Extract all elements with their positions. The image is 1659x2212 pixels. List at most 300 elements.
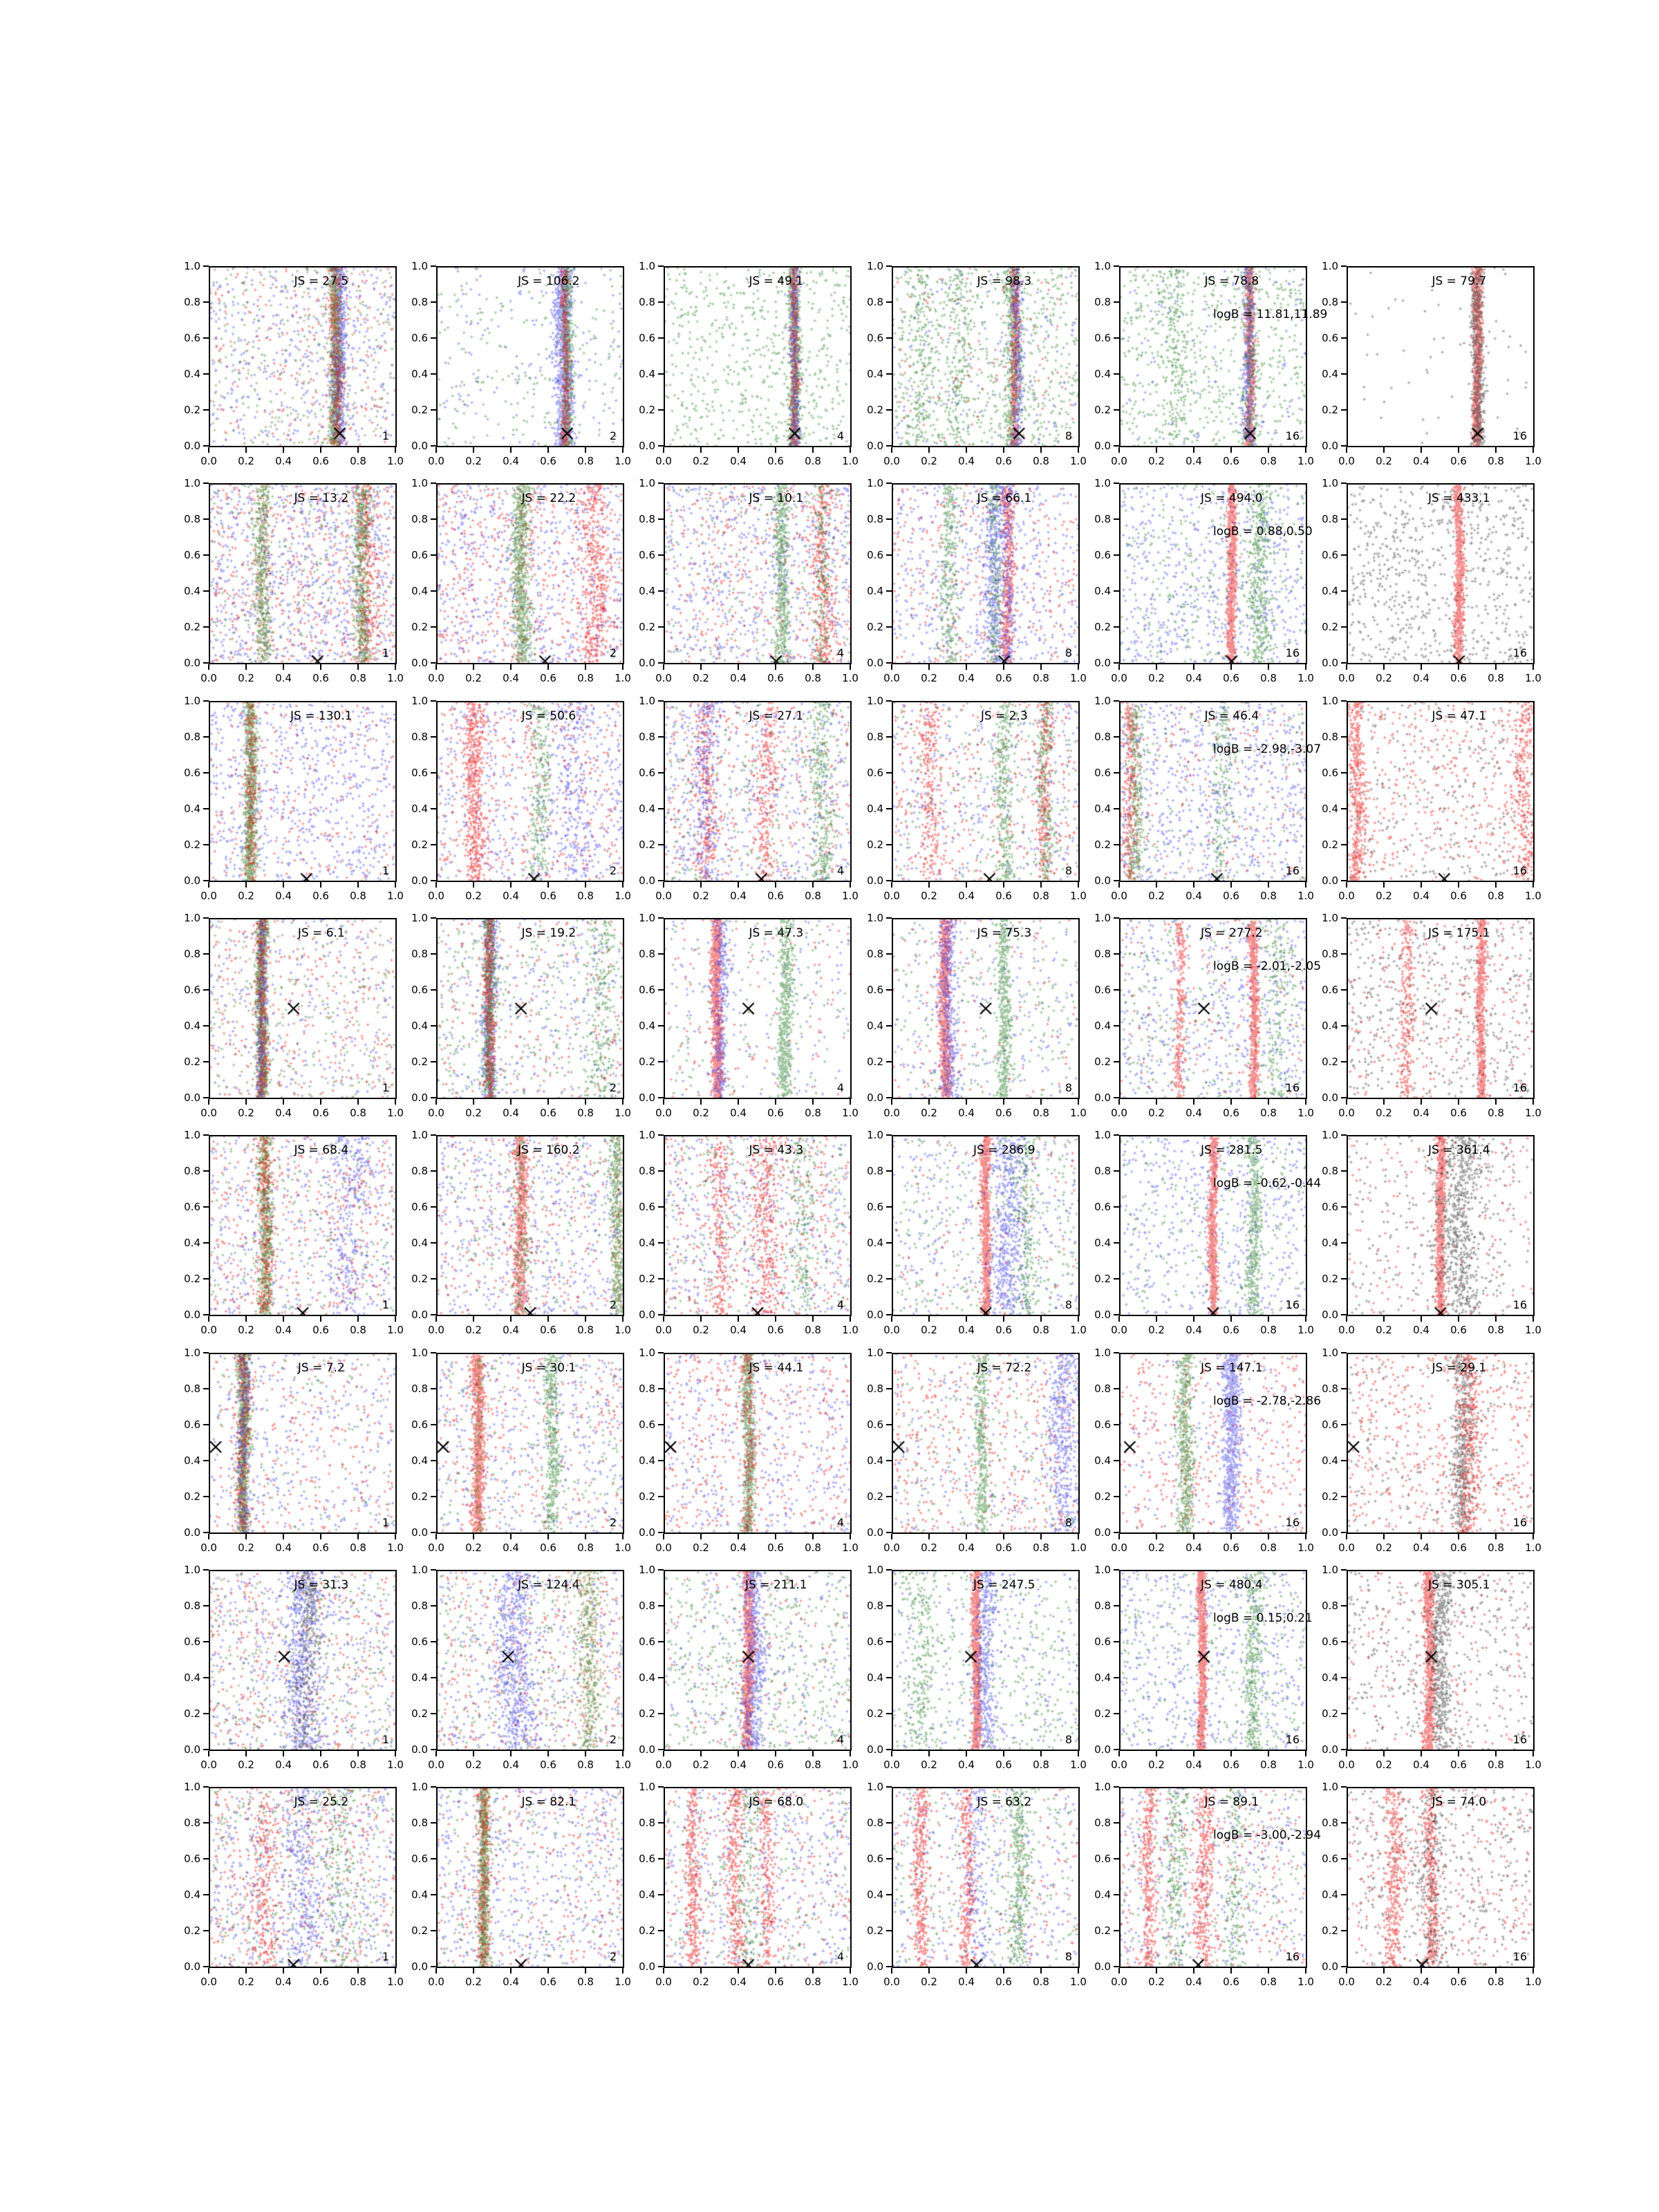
- x-axis-tick: [1383, 447, 1385, 453]
- y-axis-tick: [658, 1532, 664, 1533]
- js-divergence-annotation: JS = 211.1: [745, 1578, 807, 1592]
- y-axis-tick-label: 1.0: [1094, 260, 1111, 272]
- x-axis-tick-label: 1.0: [1070, 1976, 1087, 1988]
- y-axis-tick: [1114, 1460, 1119, 1461]
- y-axis-tick: [1341, 1822, 1347, 1824]
- scatter-points-canvas: [1348, 1788, 1533, 1967]
- y-axis-tick-label: 0.4: [867, 1454, 883, 1467]
- y-axis-tick-label: 0.2: [1322, 404, 1338, 416]
- x-axis-tick: [663, 1751, 664, 1756]
- y-axis-tick-label: 0.0: [639, 1743, 655, 1756]
- y-axis-tick-label: 0.6: [639, 984, 655, 996]
- x-axis-tick-label: 0.4: [958, 672, 975, 684]
- x-axis-tick-label: 0.4: [503, 1759, 519, 1771]
- x-axis-tick: [320, 1968, 321, 1974]
- y-axis-tick: [1341, 880, 1347, 881]
- x-axis-tick-label: 0.8: [350, 890, 366, 902]
- y-axis-tick: [431, 736, 436, 738]
- x-axis-tick-label: 0.4: [1185, 1107, 1202, 1119]
- y-axis-tick: [658, 736, 664, 738]
- y-axis-tick: [886, 917, 892, 919]
- y-axis-tick: [1341, 482, 1347, 484]
- x-axis-tick: [1346, 447, 1347, 453]
- x-axis-tick-label: 1.0: [842, 1541, 859, 1554]
- y-axis-tick: [886, 590, 892, 592]
- panel-count-label: 1: [382, 1081, 389, 1094]
- logb-annotation: logB = -2.01,-2.05: [1213, 959, 1322, 973]
- js-divergence-annotation: JS = 13.2: [294, 491, 349, 505]
- x-axis-tick: [850, 1534, 851, 1539]
- x-axis-tick-label: 0.2: [693, 890, 709, 902]
- y-axis-tick: [431, 1786, 436, 1788]
- x-axis-tick: [357, 447, 359, 453]
- y-axis-tick: [1114, 626, 1119, 628]
- y-axis-tick: [1114, 1858, 1119, 1859]
- x-axis-tick: [473, 447, 474, 453]
- x-axis-tick-label: 0.2: [693, 455, 709, 467]
- x-axis-tick: [1193, 1316, 1194, 1322]
- x-axis-tick-label: 0.2: [1376, 672, 1392, 684]
- y-axis-tick: [431, 1605, 436, 1606]
- scatter-points-canvas: [210, 1571, 395, 1750]
- panel-count-label: 1: [382, 646, 389, 659]
- y-axis-tick: [658, 917, 664, 919]
- y-axis-tick: [1114, 1677, 1119, 1678]
- y-axis-tick-label: 0.4: [639, 1237, 655, 1249]
- y-axis-tick: [203, 409, 209, 411]
- y-axis-tick-label: 0.0: [184, 874, 200, 887]
- y-axis-tick-label: 0.4: [867, 585, 883, 597]
- y-axis-tick-label: 0.2: [1094, 1707, 1111, 1720]
- scatter-panel-r5c2: [436, 1135, 624, 1316]
- x-axis-tick-label: 0.4: [275, 890, 292, 902]
- y-axis-tick: [1341, 554, 1347, 556]
- scatter-points-canvas: [1348, 702, 1533, 881]
- x-axis-tick-label: 0.4: [730, 1107, 747, 1119]
- y-axis-tick: [1114, 1966, 1119, 1967]
- y-axis-tick-label: 0.6: [639, 1635, 655, 1648]
- x-axis-tick-label: 0.0: [428, 1541, 444, 1554]
- y-axis-tick: [886, 1641, 892, 1642]
- x-axis-tick-label: 0.0: [428, 1107, 444, 1119]
- js-divergence-annotation: JS = 75.3: [977, 926, 1032, 940]
- panel-count-label: 1: [382, 429, 389, 442]
- y-axis-tick: [1341, 337, 1347, 339]
- x-axis-tick-label: 0.6: [1450, 1759, 1467, 1771]
- y-axis-tick-label: 0.0: [639, 874, 655, 887]
- x-axis-tick-label: 0.2: [465, 455, 482, 467]
- y-axis-tick: [203, 445, 209, 447]
- y-axis-tick: [1114, 301, 1119, 303]
- scatter-points-canvas: [438, 485, 623, 663]
- y-axis-tick-label: 0.6: [184, 1635, 200, 1648]
- x-axis-tick: [1230, 664, 1232, 670]
- x-axis-tick: [1421, 664, 1422, 670]
- y-axis-tick-label: 0.8: [184, 1165, 200, 1177]
- scatter-points-canvas: [665, 268, 850, 446]
- y-axis-tick: [1114, 590, 1119, 592]
- y-axis-tick: [203, 1749, 209, 1750]
- x-axis-tick: [1533, 1751, 1534, 1756]
- x-axis-tick: [208, 1534, 209, 1539]
- x-axis-tick-label: 1.0: [615, 1324, 631, 1336]
- y-axis-tick: [658, 1206, 664, 1208]
- x-axis-tick-label: 0.8: [350, 455, 366, 467]
- scatter-panel-r7c5: [1119, 1570, 1313, 1751]
- y-axis-tick-label: 0.4: [639, 368, 655, 380]
- x-axis-tick-label: 0.4: [958, 1541, 975, 1554]
- y-axis-tick-label: 1.0: [1094, 1347, 1111, 1359]
- x-axis-tick: [928, 1968, 930, 1974]
- x-axis-tick: [1458, 1751, 1459, 1756]
- y-axis-tick-label: 0.8: [411, 1165, 428, 1177]
- x-axis-tick: [1383, 1534, 1385, 1539]
- x-axis-tick-label: 1.0: [1070, 1759, 1087, 1771]
- y-axis-tick: [886, 1532, 892, 1533]
- x-axis-tick-label: 1.0: [615, 1107, 631, 1119]
- x-axis-tick-label: 0.2: [1148, 455, 1165, 467]
- x-axis-tick-label: 0.2: [693, 1107, 709, 1119]
- x-axis-tick: [775, 1099, 776, 1105]
- x-axis-tick-label: 1.0: [387, 1759, 404, 1771]
- panel-count-label: 1: [382, 1950, 389, 1963]
- y-axis-tick: [1114, 1641, 1119, 1642]
- x-axis-tick: [1458, 1099, 1459, 1105]
- x-axis-tick-label: 1.0: [1297, 1107, 1314, 1119]
- x-axis-tick: [738, 1316, 739, 1322]
- x-axis-tick-label: 0.2: [1376, 1759, 1392, 1771]
- y-axis-tick: [1114, 1569, 1119, 1571]
- y-axis-tick-label: 0.4: [1094, 1237, 1111, 1249]
- y-axis-tick-label: 0.4: [411, 1020, 428, 1032]
- y-axis-tick: [886, 1314, 892, 1315]
- x-axis-tick-label: 0.0: [1338, 672, 1355, 684]
- y-axis-tick-label: 0.0: [867, 1743, 883, 1756]
- y-axis-tick-label: 0.4: [411, 1237, 428, 1249]
- y-axis-tick: [658, 1822, 664, 1824]
- y-axis-tick-label: 0.8: [867, 1165, 883, 1177]
- y-axis-tick: [658, 1352, 664, 1353]
- y-axis-tick: [1114, 1206, 1119, 1208]
- y-axis-tick: [658, 1569, 664, 1571]
- scatter-panel-r5c1: [209, 1135, 397, 1316]
- x-axis-tick: [1193, 1534, 1194, 1539]
- y-axis-tick: [203, 1206, 209, 1208]
- x-axis-tick-label: 0.6: [767, 1976, 784, 1988]
- x-axis-tick: [663, 1968, 664, 1974]
- x-axis-tick: [1346, 1968, 1347, 1974]
- x-axis-tick: [435, 1751, 437, 1756]
- x-axis-tick: [850, 1316, 851, 1322]
- y-axis-tick: [1341, 1641, 1347, 1642]
- x-axis-tick: [738, 447, 739, 453]
- y-axis-tick-label: 0.6: [639, 1418, 655, 1431]
- y-axis-tick-label: 0.0: [867, 657, 883, 669]
- x-axis-tick: [622, 1751, 624, 1756]
- y-axis-tick: [1114, 917, 1119, 919]
- panel-count-label: 8: [1065, 1733, 1072, 1746]
- y-axis-tick: [886, 1858, 892, 1859]
- x-axis-tick: [1040, 1099, 1042, 1105]
- y-axis-tick-label: 1.0: [411, 912, 428, 924]
- y-axis-tick-label: 1.0: [1094, 695, 1111, 707]
- y-axis-tick-label: 0.0: [1094, 1743, 1111, 1756]
- y-axis-tick-label: 0.2: [639, 404, 655, 416]
- x-axis-tick: [850, 1751, 851, 1756]
- x-axis-tick-label: 0.4: [730, 1976, 747, 1988]
- y-axis-tick-label: 0.4: [1094, 1020, 1111, 1032]
- logb-annotation: logB = 0.15,0.21: [1213, 1611, 1313, 1625]
- x-axis-tick: [1305, 1534, 1306, 1539]
- y-axis-tick: [658, 626, 664, 628]
- x-axis-tick-label: 0.2: [238, 1759, 254, 1771]
- js-divergence-annotation: JS = 47.3: [749, 926, 804, 940]
- y-axis-tick-label: 0.2: [1322, 621, 1338, 633]
- y-axis-tick-label: 0.0: [867, 874, 883, 887]
- y-axis-tick-label: 0.6: [1094, 332, 1111, 344]
- y-axis-tick: [203, 1278, 209, 1280]
- x-axis-tick: [966, 1968, 967, 1974]
- x-axis-tick-label: 0.8: [577, 1541, 594, 1554]
- x-axis-tick-label: 0.0: [1111, 1324, 1127, 1336]
- x-axis-tick: [1268, 447, 1269, 453]
- y-axis-tick: [658, 1605, 664, 1606]
- js-divergence-annotation: JS = 30.1: [521, 1361, 577, 1375]
- js-divergence-annotation: JS = 10.1: [749, 491, 804, 505]
- x-axis-tick: [1268, 664, 1269, 670]
- panel-count-label: 2: [609, 1950, 617, 1963]
- x-axis-tick: [208, 1751, 209, 1756]
- y-axis-tick-label: 0.4: [1322, 803, 1338, 815]
- x-axis-tick-label: 0.4: [730, 1324, 747, 1336]
- y-axis-tick-label: 0.4: [411, 585, 428, 597]
- y-axis-tick-label: 0.0: [1094, 1526, 1111, 1539]
- x-axis-tick: [320, 1316, 321, 1322]
- y-axis-tick: [658, 590, 664, 592]
- y-axis-tick-label: 0.4: [411, 1671, 428, 1684]
- x-axis-tick-label: 1.0: [1525, 890, 1541, 902]
- x-axis-tick: [622, 1316, 624, 1322]
- x-axis-tick-label: 0.2: [921, 455, 937, 467]
- y-axis-tick: [1341, 1134, 1347, 1136]
- y-axis-tick-label: 0.4: [184, 1020, 200, 1032]
- y-axis-tick-label: 0.8: [1322, 1600, 1338, 1612]
- y-axis-tick-label: 0.2: [184, 1273, 200, 1285]
- y-axis-tick: [203, 1894, 209, 1895]
- x-axis-tick: [1078, 1751, 1079, 1756]
- x-axis-tick-label: 0.4: [1413, 890, 1430, 902]
- y-axis-tick-label: 0.0: [639, 657, 655, 669]
- y-axis-tick-label: 0.0: [639, 1960, 655, 1973]
- x-axis-tick-label: 0.2: [465, 1107, 482, 1119]
- x-axis-tick-label: 0.2: [921, 1324, 937, 1336]
- y-axis-tick: [1341, 626, 1347, 628]
- x-axis-tick: [622, 1534, 624, 1539]
- y-axis-tick: [658, 844, 664, 845]
- scatter-points-canvas: [438, 268, 623, 446]
- y-axis-tick-label: 0.4: [1094, 1671, 1111, 1684]
- x-axis-tick: [663, 1099, 664, 1105]
- y-axis-tick-label: 0.2: [184, 838, 200, 851]
- y-axis-tick: [431, 1025, 436, 1027]
- panel-count-label: 4: [836, 1081, 844, 1094]
- x-axis-tick-label: 1.0: [842, 1324, 859, 1336]
- y-axis-tick-label: 0.0: [184, 1091, 200, 1104]
- scatter-points-canvas: [210, 1354, 395, 1533]
- x-axis-tick: [547, 1099, 549, 1105]
- x-axis-tick-label: 1.0: [1070, 890, 1087, 902]
- x-axis-tick: [1421, 1751, 1422, 1756]
- y-axis-tick: [886, 662, 892, 664]
- x-axis-tick-label: 1.0: [842, 1976, 859, 1988]
- x-axis-tick-label: 0.8: [1033, 455, 1049, 467]
- y-axis-tick: [431, 989, 436, 991]
- x-axis-tick: [245, 447, 247, 453]
- x-axis-tick: [1458, 664, 1459, 670]
- x-axis-tick: [1078, 664, 1079, 670]
- scatter-points-canvas: [893, 268, 1078, 446]
- x-axis-tick-label: 0.8: [1033, 1107, 1049, 1119]
- scatter-points-canvas: [1348, 1354, 1533, 1533]
- x-axis-tick-label: 0.0: [1338, 1324, 1355, 1336]
- js-divergence-annotation: JS = 27.5: [294, 274, 349, 288]
- y-axis-tick-label: 0.2: [1094, 621, 1111, 633]
- y-axis-tick: [886, 1749, 892, 1750]
- x-axis-tick-label: 0.0: [200, 1759, 217, 1771]
- x-axis-tick: [245, 1099, 247, 1105]
- y-axis-tick: [1341, 1677, 1347, 1678]
- scatter-points-canvas: [893, 919, 1078, 1098]
- y-axis-tick-label: 0.2: [1094, 404, 1111, 416]
- y-axis-tick: [658, 1966, 664, 1967]
- y-axis-tick-label: 0.4: [1322, 1020, 1338, 1032]
- y-axis-tick: [658, 989, 664, 991]
- x-axis-tick: [357, 1099, 359, 1105]
- x-axis-tick: [473, 1099, 474, 1105]
- x-axis-tick: [1383, 1316, 1385, 1322]
- y-axis-tick-label: 0.8: [1322, 948, 1338, 960]
- scatter-panel-r3c2: [436, 701, 624, 882]
- y-axis-tick-label: 0.6: [867, 767, 883, 779]
- x-axis-tick-label: 1.0: [387, 890, 404, 902]
- x-axis-tick: [700, 1751, 702, 1756]
- y-axis-tick-label: 0.2: [184, 621, 200, 633]
- x-axis-tick-label: 0.0: [428, 455, 444, 467]
- y-axis-tick-label: 0.2: [867, 404, 883, 416]
- x-axis-tick-label: 0.8: [1488, 1759, 1504, 1771]
- y-axis-tick: [203, 337, 209, 339]
- y-axis-tick-label: 0.0: [411, 1091, 428, 1104]
- x-axis-tick: [622, 664, 624, 670]
- x-axis-tick-label: 0.4: [1413, 1107, 1430, 1119]
- x-axis-tick: [1533, 447, 1534, 453]
- y-axis-tick-label: 0.0: [639, 440, 655, 452]
- scatter-panel-r8c2: [436, 1787, 624, 1968]
- x-axis-tick-label: 0.6: [767, 672, 784, 684]
- y-axis-tick-label: 0.2: [639, 1490, 655, 1503]
- x-axis-tick: [585, 882, 586, 888]
- x-axis-tick-label: 0.6: [1450, 1324, 1467, 1336]
- js-divergence-annotation: JS = 43.3: [749, 1143, 804, 1157]
- scatter-points-canvas: [1348, 1571, 1533, 1750]
- x-axis-tick: [473, 1316, 474, 1322]
- y-axis-tick-label: 0.8: [639, 296, 655, 308]
- y-axis-tick-label: 0.6: [411, 332, 428, 344]
- y-axis-tick-label: 0.4: [867, 1237, 883, 1249]
- y-axis-tick: [1114, 409, 1119, 411]
- x-axis-tick-label: 0.8: [1260, 672, 1277, 684]
- x-axis-tick-label: 0.6: [1223, 890, 1239, 902]
- y-axis-tick-label: 0.2: [411, 621, 428, 633]
- x-axis-tick-label: 0.6: [995, 1541, 1012, 1554]
- y-axis-tick-label: 0.2: [411, 1056, 428, 1068]
- y-axis-tick: [431, 1097, 436, 1098]
- y-axis-tick: [658, 373, 664, 375]
- y-axis-tick: [1341, 1314, 1347, 1315]
- x-axis-tick: [1495, 1968, 1497, 1974]
- x-axis-tick-label: 0.8: [1260, 455, 1277, 467]
- x-axis-tick-label: 0.8: [1488, 1541, 1504, 1554]
- y-axis-tick: [431, 808, 436, 809]
- x-axis-tick: [547, 447, 549, 453]
- x-axis-tick-label: 0.6: [312, 890, 329, 902]
- x-axis-tick-label: 1.0: [1070, 1541, 1087, 1554]
- y-axis-tick: [658, 265, 664, 267]
- y-axis-tick: [1114, 1930, 1119, 1931]
- scatter-panel-r8c4: [892, 1787, 1080, 1968]
- x-axis-tick: [1193, 1751, 1194, 1756]
- scatter-panel-r1c1: [209, 266, 397, 447]
- x-axis-tick: [775, 664, 776, 670]
- x-axis-tick-label: 0.0: [200, 1541, 217, 1554]
- panel-count-label: 4: [836, 1298, 844, 1311]
- y-axis-tick: [886, 1388, 892, 1389]
- y-axis-tick: [431, 1532, 436, 1533]
- y-axis-tick: [886, 1786, 892, 1788]
- y-axis-tick-label: 1.0: [639, 260, 655, 272]
- x-axis-tick: [1078, 1316, 1079, 1322]
- y-axis-tick-label: 1.0: [184, 1129, 200, 1141]
- x-axis-tick-label: 0.6: [540, 890, 556, 902]
- y-axis-tick: [431, 1314, 436, 1315]
- y-axis-tick-label: 0.8: [867, 948, 883, 960]
- y-axis-tick: [1114, 772, 1119, 774]
- y-axis-tick: [658, 337, 664, 339]
- y-axis-tick-label: 0.8: [867, 1600, 883, 1612]
- y-axis-tick: [1341, 409, 1347, 411]
- x-axis-tick: [928, 1316, 930, 1322]
- x-axis-tick: [320, 1099, 321, 1105]
- x-axis-tick: [891, 447, 892, 453]
- scatter-points-canvas: [1348, 485, 1533, 663]
- y-axis-tick-label: 0.2: [1322, 1707, 1338, 1720]
- x-axis-tick: [1040, 1751, 1042, 1756]
- x-axis-tick-label: 1.0: [1297, 1541, 1314, 1554]
- y-axis-tick: [1341, 373, 1347, 375]
- x-axis-tick: [510, 882, 512, 888]
- x-axis-tick-label: 0.2: [1376, 1541, 1392, 1554]
- y-axis-tick: [886, 301, 892, 303]
- x-axis-tick: [1118, 1099, 1120, 1105]
- x-axis-tick: [547, 1316, 549, 1322]
- y-axis-tick: [658, 445, 664, 447]
- y-axis-tick: [431, 1677, 436, 1678]
- x-axis-tick-label: 0.4: [1413, 1324, 1430, 1336]
- x-axis-tick: [1533, 1316, 1534, 1322]
- x-axis-tick: [510, 1751, 512, 1756]
- y-axis-tick: [886, 1097, 892, 1098]
- x-axis-tick-label: 0.8: [350, 1759, 366, 1771]
